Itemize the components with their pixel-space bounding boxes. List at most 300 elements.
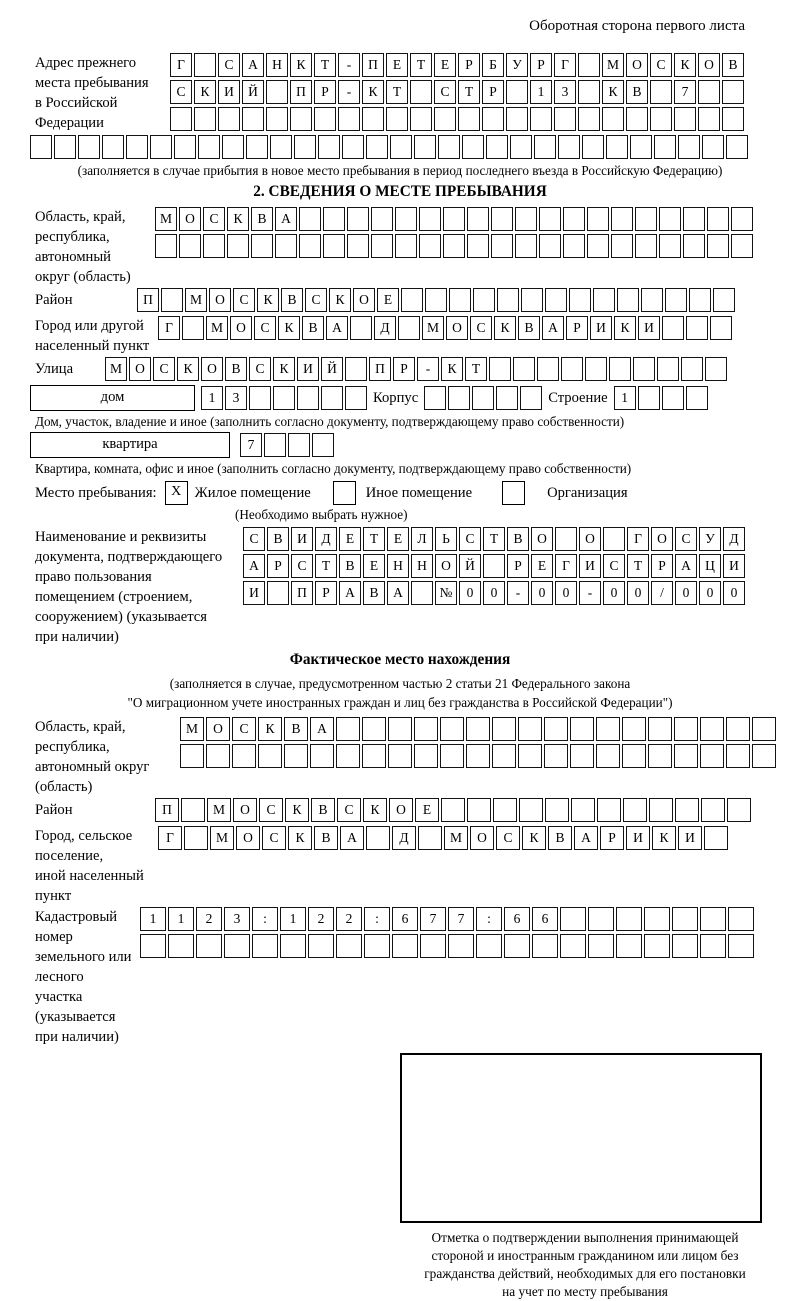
char-box bbox=[266, 80, 288, 104]
char-box bbox=[140, 934, 166, 958]
char-box bbox=[617, 288, 639, 312]
char-box bbox=[713, 288, 735, 312]
char-box bbox=[638, 386, 660, 410]
char-box: 2 bbox=[308, 907, 334, 931]
char-box: Д bbox=[374, 316, 396, 340]
char-box: : bbox=[476, 907, 502, 931]
char-box bbox=[336, 744, 360, 768]
char-box: С bbox=[459, 527, 481, 551]
char-box: И bbox=[638, 316, 660, 340]
char-box: Й bbox=[242, 80, 264, 104]
char-box bbox=[611, 234, 633, 258]
char-box: С bbox=[262, 826, 286, 850]
char-box bbox=[299, 207, 321, 231]
char-box bbox=[161, 288, 183, 312]
char-box bbox=[702, 135, 724, 159]
city3-block bbox=[35, 826, 800, 906]
stamp-caption-line: на учет по месту пребывания bbox=[502, 1284, 668, 1299]
char-box: С bbox=[153, 357, 175, 381]
char-box: 7 bbox=[674, 80, 696, 104]
cadastre-label-line: при наличии) bbox=[35, 1029, 119, 1045]
street-row bbox=[105, 357, 727, 381]
char-box bbox=[539, 234, 561, 258]
prev-address-label-line: места пребывания bbox=[35, 75, 149, 91]
char-box: С bbox=[232, 717, 256, 741]
char-box: К bbox=[258, 717, 282, 741]
char-box bbox=[102, 135, 124, 159]
char-box: А bbox=[326, 316, 348, 340]
char-box bbox=[491, 234, 513, 258]
char-box: О bbox=[233, 798, 257, 822]
char-box: С bbox=[305, 288, 327, 312]
char-box bbox=[492, 744, 516, 768]
char-box bbox=[728, 934, 754, 958]
char-box bbox=[728, 907, 754, 931]
district3-row bbox=[155, 798, 751, 822]
char-box bbox=[752, 717, 776, 741]
char-box bbox=[395, 234, 417, 258]
char-box bbox=[700, 744, 724, 768]
char-box bbox=[623, 798, 647, 822]
char-box bbox=[616, 934, 642, 958]
char-box: Т bbox=[314, 53, 336, 77]
char-box bbox=[347, 207, 369, 231]
char-box: Т bbox=[386, 80, 408, 104]
char-box: / bbox=[651, 581, 673, 605]
char-box: - bbox=[338, 53, 360, 77]
char-box: К bbox=[494, 316, 516, 340]
section2-title: 2. СВЕДЕНИЯ О МЕСТЕ ПРЕБЫВАНИЯ bbox=[253, 183, 547, 200]
char-box bbox=[633, 357, 655, 381]
char-box bbox=[252, 934, 278, 958]
char-box bbox=[218, 107, 240, 131]
char-box: С bbox=[337, 798, 361, 822]
char-box bbox=[674, 717, 698, 741]
char-box bbox=[570, 744, 594, 768]
char-box: Р bbox=[651, 554, 673, 578]
char-box bbox=[486, 135, 508, 159]
char-box bbox=[364, 934, 390, 958]
char-box bbox=[458, 107, 480, 131]
char-box bbox=[544, 744, 568, 768]
char-box bbox=[662, 386, 684, 410]
char-box bbox=[196, 934, 222, 958]
char-box: С bbox=[243, 527, 265, 551]
char-box bbox=[537, 357, 559, 381]
char-box: О bbox=[201, 357, 223, 381]
prev-address-note: (заполняется в случае прибытия в новое место пребывания в период последнего въезда в Российскую Федерацию) bbox=[77, 163, 723, 178]
char-box: К bbox=[227, 207, 249, 231]
char-box bbox=[362, 744, 386, 768]
char-box bbox=[310, 744, 334, 768]
char-box bbox=[606, 135, 628, 159]
char-box bbox=[510, 135, 532, 159]
char-box: К bbox=[602, 80, 624, 104]
cadastre-label-line: участка (указывается bbox=[35, 989, 116, 1025]
char-box: В bbox=[311, 798, 335, 822]
char-box bbox=[563, 234, 585, 258]
char-box bbox=[323, 234, 345, 258]
char-box bbox=[659, 207, 681, 231]
char-box bbox=[280, 934, 306, 958]
city-label-line: Город или другой bbox=[35, 318, 144, 334]
char-box bbox=[622, 744, 646, 768]
char-box: Л bbox=[411, 527, 433, 551]
region-label-line: округ (область) bbox=[35, 269, 131, 285]
char-box bbox=[603, 527, 625, 551]
char-box bbox=[515, 207, 537, 231]
char-box: Р bbox=[530, 53, 552, 77]
char-box: О bbox=[435, 554, 457, 578]
char-box bbox=[635, 234, 657, 258]
char-box: С bbox=[291, 554, 313, 578]
char-box bbox=[398, 316, 420, 340]
char-box: В bbox=[302, 316, 324, 340]
char-box bbox=[588, 934, 614, 958]
char-box bbox=[78, 135, 100, 159]
char-box bbox=[242, 107, 264, 131]
char-box bbox=[448, 386, 470, 410]
stamp-caption bbox=[385, 1229, 785, 1301]
char-box bbox=[654, 135, 676, 159]
char-box bbox=[270, 135, 292, 159]
char-box: О bbox=[531, 527, 553, 551]
checkbox-residential: X bbox=[165, 481, 188, 505]
char-box: К bbox=[273, 357, 295, 381]
char-box bbox=[496, 386, 518, 410]
char-box bbox=[665, 288, 687, 312]
char-box: П bbox=[291, 581, 313, 605]
region-label-line: Область, край, bbox=[35, 209, 126, 225]
char-box bbox=[561, 357, 583, 381]
char-box bbox=[294, 135, 316, 159]
char-box: Е bbox=[363, 554, 385, 578]
char-box bbox=[284, 744, 308, 768]
char-box bbox=[544, 717, 568, 741]
city-label bbox=[35, 316, 158, 356]
char-box bbox=[492, 717, 516, 741]
char-box: А bbox=[242, 53, 264, 77]
char-box bbox=[482, 107, 504, 131]
char-box bbox=[54, 135, 76, 159]
district3-label: Район bbox=[35, 802, 73, 818]
char-box: Т bbox=[483, 527, 505, 551]
char-box: К bbox=[329, 288, 351, 312]
char-box: 0 bbox=[531, 581, 553, 605]
char-box: 0 bbox=[555, 581, 577, 605]
char-box: Г bbox=[158, 826, 182, 850]
char-box bbox=[585, 357, 607, 381]
korpus-label: Корпус bbox=[373, 389, 419, 406]
char-box bbox=[700, 717, 724, 741]
char-box: Р bbox=[315, 581, 337, 605]
char-box bbox=[578, 53, 600, 77]
char-box bbox=[672, 907, 698, 931]
char-box bbox=[678, 135, 700, 159]
char-box bbox=[506, 80, 528, 104]
char-box bbox=[473, 288, 495, 312]
char-box bbox=[345, 357, 367, 381]
stamp-area bbox=[400, 1053, 762, 1223]
char-box bbox=[626, 107, 648, 131]
char-box: В bbox=[225, 357, 247, 381]
char-box: Й bbox=[459, 554, 481, 578]
char-box bbox=[184, 826, 208, 850]
char-box bbox=[342, 135, 364, 159]
apartment-note: Квартира, комната, офис и иное (заполнить согласно документу, подтверждающему право собственности) bbox=[35, 461, 632, 476]
char-box bbox=[483, 554, 505, 578]
char-box bbox=[722, 80, 744, 104]
stamp-caption-line: Отметка о подтверждении выполнения принимающей bbox=[431, 1230, 739, 1245]
char-box bbox=[362, 717, 386, 741]
char-box bbox=[530, 107, 552, 131]
char-box: Б bbox=[482, 53, 504, 77]
char-box: М bbox=[185, 288, 207, 312]
section3-title: Фактическое место нахождения bbox=[289, 651, 511, 668]
char-box: Р bbox=[566, 316, 588, 340]
char-box: К bbox=[441, 357, 463, 381]
prev-address-row-2 bbox=[170, 80, 744, 104]
char-box bbox=[388, 717, 412, 741]
char-box bbox=[126, 135, 148, 159]
stay-type-label: Место пребывания: bbox=[35, 484, 157, 501]
char-box: В bbox=[267, 527, 289, 551]
char-box: М bbox=[210, 826, 234, 850]
char-box bbox=[560, 907, 586, 931]
char-box bbox=[518, 744, 542, 768]
char-box bbox=[275, 234, 297, 258]
char-box: В bbox=[722, 53, 744, 77]
char-box bbox=[731, 234, 753, 258]
char-box: У bbox=[506, 53, 528, 77]
char-box: 3 bbox=[224, 907, 250, 931]
char-box: У bbox=[699, 527, 721, 551]
char-box bbox=[578, 80, 600, 104]
char-box bbox=[704, 826, 728, 850]
char-box: О bbox=[446, 316, 468, 340]
char-box: Г bbox=[627, 527, 649, 551]
char-box bbox=[491, 207, 513, 231]
char-box: 2 bbox=[336, 907, 362, 931]
checkbox-other-premises bbox=[333, 481, 356, 505]
char-box bbox=[448, 934, 474, 958]
char-box: М bbox=[206, 316, 228, 340]
char-box bbox=[578, 107, 600, 131]
char-box bbox=[410, 80, 432, 104]
char-box: О bbox=[579, 527, 601, 551]
document-row-2 bbox=[243, 554, 745, 578]
region3-label-line: (область) bbox=[35, 779, 93, 795]
char-box bbox=[648, 744, 672, 768]
char-box bbox=[662, 316, 684, 340]
char-box: Е bbox=[387, 527, 409, 551]
char-box: И bbox=[579, 554, 601, 578]
char-box bbox=[588, 907, 614, 931]
char-box bbox=[440, 744, 464, 768]
cadastre-label-line: Кадастровый номер bbox=[35, 909, 118, 945]
char-box: К bbox=[674, 53, 696, 77]
char-box: К bbox=[652, 826, 676, 850]
char-box bbox=[611, 207, 633, 231]
checkbox-organization bbox=[502, 481, 525, 505]
char-box bbox=[420, 934, 446, 958]
char-box bbox=[321, 386, 343, 410]
char-box bbox=[323, 207, 345, 231]
document-label-line: право пользования bbox=[35, 569, 152, 585]
char-box: И bbox=[678, 826, 702, 850]
char-box bbox=[395, 207, 417, 231]
char-box bbox=[251, 234, 273, 258]
char-box: К bbox=[257, 288, 279, 312]
stroenie-cells bbox=[614, 386, 708, 410]
char-box: И bbox=[723, 554, 745, 578]
char-box: 0 bbox=[699, 581, 721, 605]
char-box bbox=[545, 288, 567, 312]
char-box bbox=[224, 934, 250, 958]
apartment-row bbox=[30, 432, 800, 458]
char-box: О bbox=[179, 207, 201, 231]
document-block bbox=[35, 527, 800, 647]
char-box: Д bbox=[392, 826, 416, 850]
char-box: И bbox=[218, 80, 240, 104]
stroenie-label: Строение bbox=[548, 389, 608, 406]
char-box bbox=[644, 907, 670, 931]
char-box bbox=[318, 135, 340, 159]
char-box: Д bbox=[315, 527, 337, 551]
prev-address-label-line: Федерации bbox=[35, 115, 104, 131]
char-box: 0 bbox=[483, 581, 505, 605]
char-box bbox=[686, 316, 708, 340]
char-box bbox=[587, 234, 609, 258]
char-box: П bbox=[137, 288, 159, 312]
char-box: И bbox=[590, 316, 612, 340]
char-box bbox=[648, 717, 672, 741]
char-box bbox=[570, 717, 594, 741]
char-box: 2 bbox=[196, 907, 222, 931]
char-box: В bbox=[314, 826, 338, 850]
char-box bbox=[347, 234, 369, 258]
char-box: Е bbox=[386, 53, 408, 77]
char-box bbox=[264, 433, 286, 457]
char-box bbox=[150, 135, 172, 159]
char-box bbox=[504, 934, 530, 958]
char-box bbox=[519, 798, 543, 822]
char-box: Г bbox=[170, 53, 192, 77]
char-box bbox=[443, 234, 465, 258]
char-box: С bbox=[650, 53, 672, 77]
char-box bbox=[232, 744, 256, 768]
apartment-box: квартира bbox=[30, 432, 230, 458]
char-box bbox=[493, 798, 517, 822]
char-box bbox=[635, 207, 657, 231]
char-box bbox=[194, 53, 216, 77]
char-box: М bbox=[444, 826, 468, 850]
char-box: Н bbox=[411, 554, 433, 578]
char-box bbox=[649, 798, 673, 822]
char-box: А bbox=[243, 554, 265, 578]
char-box bbox=[520, 386, 542, 410]
cadastre-row-2 bbox=[140, 934, 754, 958]
prev-address-row-4 bbox=[30, 135, 800, 159]
char-box bbox=[350, 316, 372, 340]
char-box bbox=[683, 234, 705, 258]
char-box bbox=[386, 107, 408, 131]
char-box: С bbox=[170, 80, 192, 104]
char-box bbox=[569, 288, 591, 312]
char-box bbox=[571, 798, 595, 822]
char-box: - bbox=[417, 357, 439, 381]
char-box: Р bbox=[314, 80, 336, 104]
region3-block bbox=[35, 717, 800, 797]
char-box bbox=[181, 798, 205, 822]
char-box: - bbox=[338, 80, 360, 104]
char-box bbox=[419, 207, 441, 231]
char-box: : bbox=[364, 907, 390, 931]
stay-type-row bbox=[35, 481, 800, 505]
char-box: А bbox=[339, 581, 361, 605]
char-box bbox=[701, 798, 725, 822]
prev-address-block bbox=[35, 53, 800, 134]
char-box bbox=[246, 135, 268, 159]
char-box bbox=[560, 934, 586, 958]
char-box: 1 bbox=[530, 80, 552, 104]
document-label-line: сооружением) (указывается bbox=[35, 609, 207, 625]
char-box: 0 bbox=[459, 581, 481, 605]
char-box bbox=[731, 207, 753, 231]
house-box: дом bbox=[30, 385, 195, 411]
char-box: Р bbox=[482, 80, 504, 104]
char-box bbox=[362, 107, 384, 131]
apartment-cells bbox=[240, 433, 334, 457]
region-row-1 bbox=[155, 207, 753, 231]
prev-address-row-1 bbox=[170, 53, 744, 77]
char-box: В bbox=[548, 826, 572, 850]
char-box bbox=[168, 934, 194, 958]
char-box bbox=[657, 357, 679, 381]
char-box bbox=[434, 107, 456, 131]
char-box bbox=[414, 135, 436, 159]
char-box bbox=[489, 357, 511, 381]
char-box: М bbox=[155, 207, 177, 231]
document-label-line: документа, подтверждающего bbox=[35, 549, 223, 565]
char-box bbox=[30, 135, 52, 159]
char-box bbox=[288, 433, 310, 457]
prev-address-label bbox=[35, 53, 170, 133]
char-box: П bbox=[155, 798, 179, 822]
char-box bbox=[532, 934, 558, 958]
char-box: 6 bbox=[532, 907, 558, 931]
char-box bbox=[338, 107, 360, 131]
char-box: А bbox=[340, 826, 364, 850]
char-box: - bbox=[579, 581, 601, 605]
char-box: С bbox=[434, 80, 456, 104]
char-box bbox=[686, 386, 708, 410]
char-box bbox=[182, 316, 204, 340]
char-box bbox=[674, 744, 698, 768]
region-block bbox=[35, 207, 800, 287]
char-box: В bbox=[363, 581, 385, 605]
char-box bbox=[401, 288, 423, 312]
char-box bbox=[681, 357, 703, 381]
char-box: С bbox=[233, 288, 255, 312]
char-box bbox=[267, 581, 289, 605]
char-box: К bbox=[522, 826, 546, 850]
char-box bbox=[299, 234, 321, 258]
char-box: О bbox=[230, 316, 252, 340]
char-box: 7 bbox=[420, 907, 446, 931]
house-note: Дом, участок, владение и иное (заполнить согласно документу, подтверждающему право собственности) bbox=[35, 414, 625, 429]
char-box: А bbox=[542, 316, 564, 340]
